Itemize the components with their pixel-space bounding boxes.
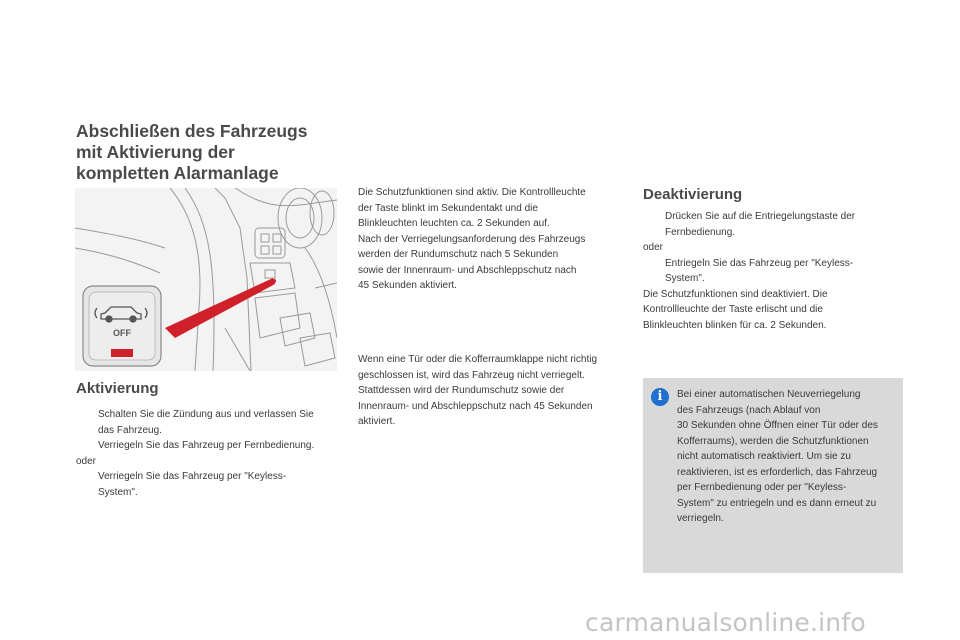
list-item: Entriegeln Sie das Fahrzeug per "Keyless- System". <box>665 257 854 284</box>
dashboard-illustration <box>75 188 337 371</box>
title-line: kompletten Alarmanlage <box>76 163 279 183</box>
door-warning-paragraph: Wenn eine Tür oder die Kofferraumklappe nicht richtig geschlossen ist, wird das Fahrzeug nicht verriegelt. Stattdessen wird der Rundumschutz sowie der Innenraum- und Abschleppschutz nach 45 Sekunden aktiviert. <box>358 354 598 427</box>
oder-text: oder <box>643 242 664 253</box>
list-item: Schalten Sie die Zündung aus und verlassen Sie das Fahrzeug. <box>98 409 314 436</box>
status-paragraph: Die Schutzfunktionen sind aktiv. Die Kontrollleuchte der Taste blinkt im Sekundentakt und die Blinkleuchten leuchten ca. 2 Sekunden auf. Nach der Verriegelungsanforderung des Fahrzeugs werden der Rundumschutz nach 5 Sekunden sowie der Innenraum- und Abschleppschutz nach 45 Sekunden aktiviert. <box>358 187 586 291</box>
list-item: Drücken Sie auf die Entriegelungstaste der Fernbedienung. <box>665 211 856 238</box>
off-label: OFF <box>113 328 131 338</box>
deaktivierung-section <box>643 186 905 333</box>
dashboard-drawing <box>75 188 337 371</box>
deactivated-paragraph: Die Schutzfunktionen sind deaktiviert. Die Kontrollleuchte der Taste erlischt und die Blinkleuchten blinken für ca. 2 Sekunden. <box>643 288 828 331</box>
info-icon: i <box>651 388 669 406</box>
deaktivierung-heading: Deaktivierung <box>643 186 743 203</box>
page-title <box>76 121 346 184</box>
title-line: mit Aktivierung der <box>76 142 235 162</box>
indicator-light <box>111 349 133 357</box>
list-item: Verriegeln Sie das Fahrzeug per "Keyless- System". <box>98 471 287 498</box>
aktivierung-section <box>76 380 346 500</box>
info-box <box>643 378 903 573</box>
title-line: Abschließen des Fahrzeugs <box>76 121 308 141</box>
list-item: Verriegeln Sie das Fahrzeug per Fernbedienung. <box>98 440 315 451</box>
watermark: carmanualsonline.info <box>585 608 866 637</box>
oder-text: oder <box>76 455 97 467</box>
aktivierung-heading: Aktivierung <box>76 380 159 397</box>
info-text: Bei einer automatischen Neuverriegelung des Fahrzeugs (nach Ablauf von 30 Sekunden ohne Öffnen einer Tür oder des Kofferraums), werden die Schutzfunktionen nicht automatisch reaktiviert. Um sie zu reaktivieren, ist es erforderlich, das Fahrzeug per Fernbedienung oder per "Keyless- System" zu entriegeln und es dann erneut zu verriegeln. <box>677 389 878 524</box>
